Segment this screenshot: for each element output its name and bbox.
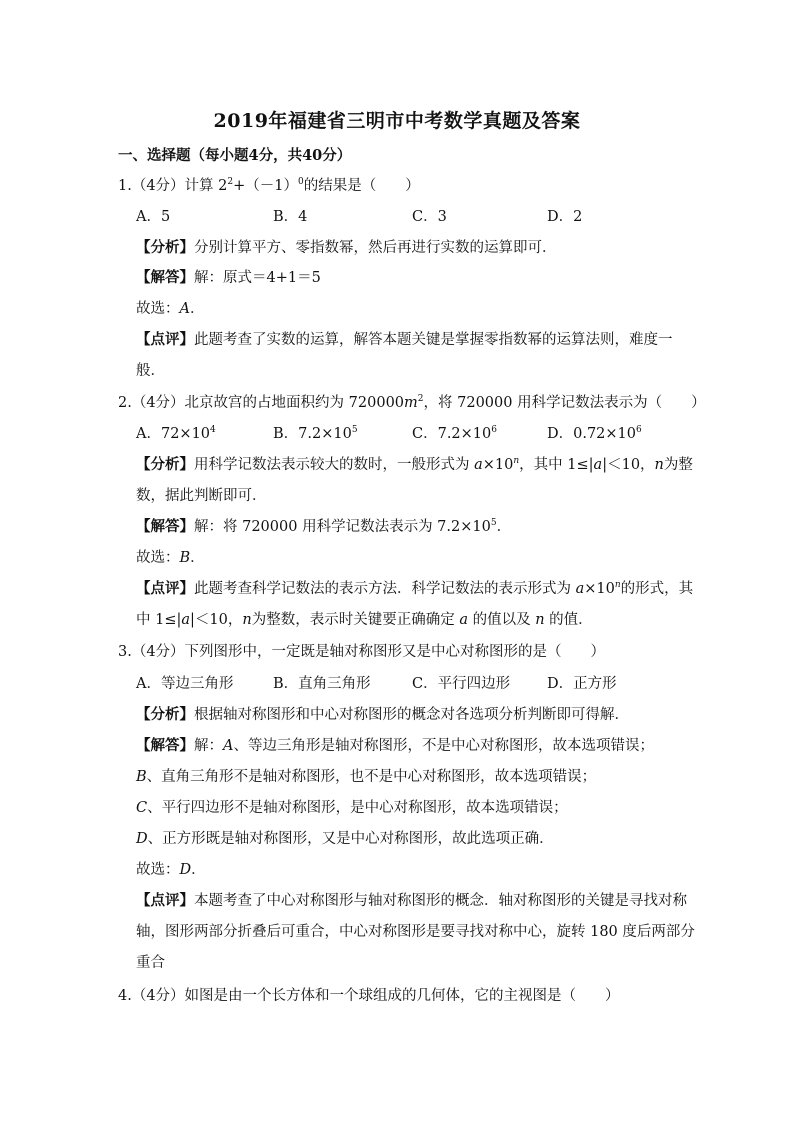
q2-option-b-base: B．7.2×10 (273, 426, 352, 442)
q2-choice-letter: B (179, 550, 191, 566)
q2-stem-sup: 2 (417, 394, 424, 405)
q2-stem-unit: m (404, 395, 418, 411)
q2-option-c-exp: 6 (491, 425, 497, 436)
q3-option-c: C．平行四边形 (412, 676, 511, 692)
q3-answer-var-d: D (136, 831, 148, 847)
q2-comment-sup-n: n (614, 580, 621, 591)
q1-option-a: A．5 (136, 209, 171, 225)
q2-analysis-e: 为整 (663, 457, 693, 473)
q3-answer-var-a: A (223, 738, 234, 754)
q3-answer-c (136, 798, 568, 818)
analysis-tag: 【分析】 (136, 239, 194, 256)
q1-stem-sup2: 0 (298, 177, 304, 188)
q2-option-d-base: D．0.72×10 (547, 426, 637, 442)
q2-comment-c: 的形式，其 (620, 581, 694, 597)
q2-analysis-var-a2: a (593, 457, 603, 473)
q1-comment-line2: 般． (136, 363, 165, 379)
q2-analysis-c: ，其中 1≤| (519, 457, 594, 473)
q3-answer-line-b: 、直角三角形不是轴对称图形，也不是中心对称图形，故本选项错误； (146, 769, 597, 785)
question-4-stem: 4.（4分）如图是由一个长方体和一个球组成的几何体，它的主视图是（ ） (118, 988, 620, 1004)
answer-tag: 【解答】 (136, 269, 194, 286)
q2-analysis-var-a: a (474, 457, 483, 473)
q3-answer-prefix: 解： (194, 738, 223, 754)
q2-option-a-exp: 4 (210, 425, 216, 436)
analysis-tag: 【分析】 (136, 456, 194, 473)
choice-prefix: 故选： (136, 862, 180, 878)
q1-option-b: B．4 (273, 209, 308, 225)
q1-stem-text-c: 的结果是（ ） (303, 178, 420, 194)
q2-analysis-a: 用科学记数法表示较大的数时，一般形式为 (194, 457, 475, 473)
q3-answer (136, 736, 654, 756)
q3-analysis (136, 705, 629, 725)
q2-choice (136, 548, 205, 568)
q3-answer-var-c: C (136, 800, 148, 816)
q1-analysis-text: 分别计算平方、零指数幂，然后再进行实数的运算即可． (194, 240, 557, 256)
q2-comment2-a: 中 1≤| (136, 612, 182, 628)
choice-suffix: ． (191, 862, 206, 878)
comment-tag: 【点评】 (136, 331, 194, 348)
q2-comment2-var4: n (535, 612, 545, 628)
q2-comment-b: ×10 (584, 581, 615, 597)
q1-stem-text-b: +（－1） (233, 178, 299, 194)
q2-comment2-var2: n (242, 612, 252, 628)
q3-analysis-text: 根据轴对称图形和中心对称图形的概念对各选项分析判断即可得解． (194, 707, 629, 723)
q1-analysis (136, 238, 557, 258)
q3-answer-line-a: 、等边三角形是轴对称图形，不是中心对称图形，故本选项错误； (233, 738, 654, 754)
q3-answer-var-b: B (136, 769, 147, 785)
q2-option-d (547, 424, 642, 444)
choice-suffix: ． (190, 550, 205, 566)
q3-answer-d (136, 829, 554, 849)
q3-choice (136, 860, 206, 880)
q1-answer-text: 解：原式＝4+1＝5 (194, 270, 321, 286)
choice-suffix: ． (189, 301, 205, 317)
q2-option-c (412, 424, 497, 444)
q2-comment (136, 579, 693, 599)
q3-choice-letter: D (179, 862, 192, 878)
q3-answer-line-d: 、正方形既是轴对称图形，又是中心对称图形，故此选项正确． (147, 831, 554, 847)
q1-option-c: C．3 (412, 209, 447, 225)
q1-answer (136, 268, 321, 288)
question-1-stem (118, 176, 420, 196)
q2-option-c-base: C．7.2×10 (412, 426, 492, 442)
q3-option-a: A．等边三角形 (136, 676, 234, 692)
comment-tag: 【点评】 (136, 892, 194, 909)
q2-stem-text-a: 2.（4分）北京故宫的占地面积约为 720000 (118, 395, 405, 411)
q3-answer-line-c: 、平行四边形不是轴对称图形，是中心对称图形，故本选项错误； (147, 800, 568, 816)
answer-tag: 【解答】 (136, 737, 194, 754)
q2-answer-text: 解：将 720000 用科学记数法表示为 7.2×10 (194, 519, 491, 535)
analysis-tag: 【分析】 (136, 706, 194, 723)
q2-answer-end: ． (496, 519, 512, 535)
q2-comment2-e: 的值． (544, 612, 593, 628)
page-title: 2019年福建省三明市中考数学真题及答案 (213, 110, 581, 132)
q2-analysis-line2: 数，据此判断即可． (136, 488, 267, 504)
q1-option-d: D．2 (547, 209, 583, 225)
q1-choice-letter: A (179, 301, 190, 317)
section-heading: 一、选择题（每小题4分，共40分） (118, 147, 352, 164)
q3-comment-line1: 本题考查了中心对称图形与轴对称图形的概念．轴对称图形的关键是寻找对称 (194, 893, 687, 909)
q1-stem-sup1: 2 (227, 177, 234, 188)
q3-comment (136, 891, 687, 911)
q2-analysis (136, 455, 693, 475)
q3-answer-b (136, 767, 596, 787)
comment-tag: 【点评】 (136, 580, 194, 597)
q2-option-d-exp: 6 (636, 425, 642, 436)
q2-stem-text-b: ，将 720000 用科学记数法表示为（ ） (423, 395, 706, 411)
choice-prefix: 故选： (136, 550, 180, 566)
q2-comment-var-a: a (575, 581, 585, 597)
q2-option-a (136, 424, 216, 444)
q2-comment-line2 (136, 610, 593, 630)
q1-choice (136, 299, 204, 319)
q2-comment2-var3: a (459, 612, 468, 628)
q2-answer-sup: 5 (490, 518, 497, 529)
choice-prefix: 故选： (136, 301, 180, 317)
q2-answer (136, 517, 511, 537)
q2-analysis-sup-n: n (513, 456, 520, 467)
question-3-stem: 3.（4分）下列图形中，一定既是轴对称图形又是中心对称图形的是（ ） (118, 644, 606, 660)
q2-comment2-c: 为整数，表示时关键要正确确定 (251, 612, 460, 628)
q2-comment2-b: |＜10， (190, 612, 243, 628)
q2-analysis-b: ×10 (482, 457, 514, 473)
q1-comment-line1: 此题考查了实数的运算，解答本题关键是掌握零指数幂的运算法则，难度一 (194, 332, 673, 348)
q3-option-d: D．正方形 (547, 676, 617, 692)
question-2-stem (118, 393, 706, 413)
answer-tag: 【解答】 (136, 518, 194, 535)
q2-comment2-var1: a (181, 612, 191, 628)
q1-stem-text-a: 1.（4分）计算 2 (118, 178, 228, 194)
q2-comment2-d: 的值以及 (467, 612, 536, 628)
q2-analysis-d: |＜10， (602, 457, 655, 473)
q3-comment-line3: 重合 (136, 955, 165, 971)
q2-analysis-var-n: n (654, 457, 664, 473)
q1-comment (136, 330, 673, 350)
q2-option-b-exp: 5 (351, 425, 358, 436)
q2-option-a-base: A．72×10 (136, 426, 211, 442)
q3-option-b: B．直角三角形 (273, 676, 371, 692)
q2-option-b (273, 424, 358, 444)
q3-comment-line2: 轴，图形两部分折叠后可重合，中心对称图形是要寻找对称中心，旋转 180 度后两部分 (136, 924, 695, 940)
q2-comment-a: 此题考查科学记数法的表示方法．科学记数法的表示形式为 (194, 581, 576, 597)
